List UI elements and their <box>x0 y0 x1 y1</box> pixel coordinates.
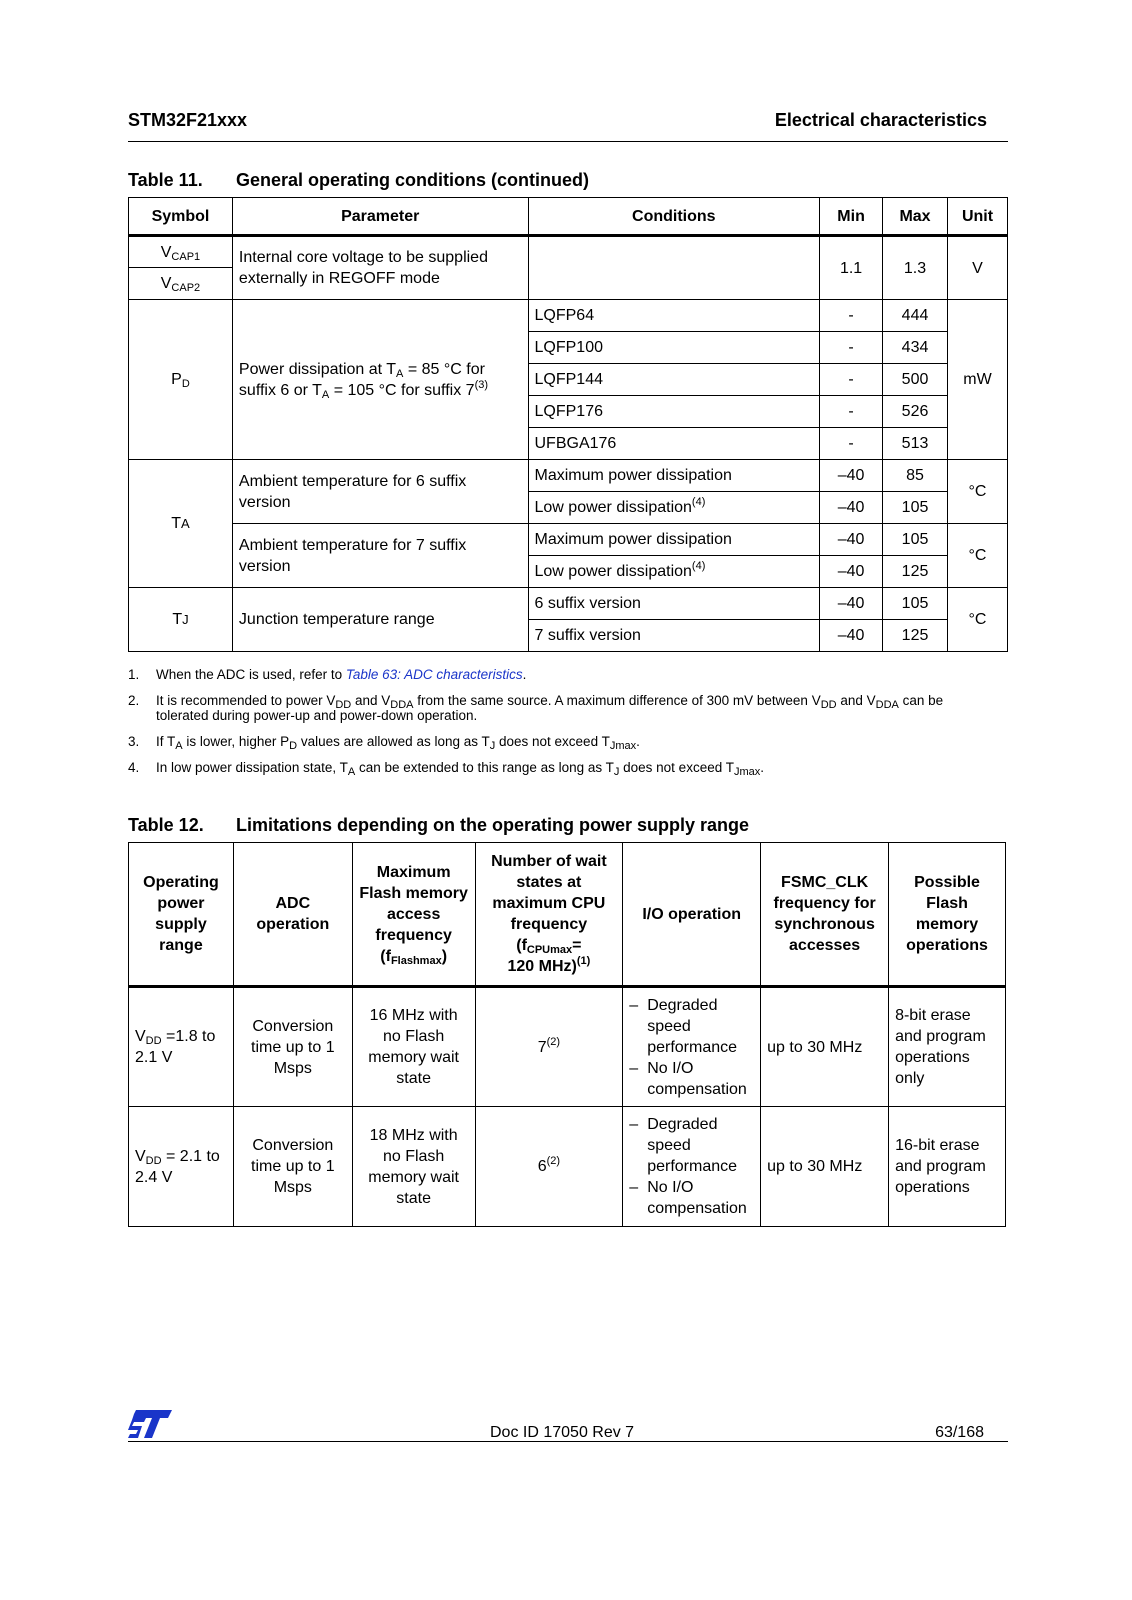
header-divider <box>128 141 1008 142</box>
io-value: – Degraded speed performance – No I/O compensation <box>623 1107 761 1227</box>
adc-value: Conversion time up to 1 Msps <box>233 1107 352 1227</box>
min-value: –40 <box>820 556 883 588</box>
max-value: 105 <box>883 524 948 556</box>
col-flash-frequency: Maximum Flash memory access frequency $(f_{Flashmax})$ <box>352 843 475 987</box>
table11-title: General operating conditions (continued) <box>236 170 590 190</box>
flash-ops-value: 8-bit erase and program operations only <box>889 987 1006 1107</box>
col-operating-supply: Operating power supply range <box>129 843 234 987</box>
max-value: 125 <box>883 556 948 588</box>
cond-value: Low power dissipation$^{(4)}$ <box>528 492 820 524</box>
cond-value: 6 suffix version <box>528 588 820 620</box>
table-row <box>129 524 1008 556</box>
min-value: –40 <box>820 588 883 620</box>
footer-doc-id: Doc ID 17050 Rev 7 <box>490 1424 635 1441</box>
wait-value: 6$^{(2)}$ <box>475 1107 623 1227</box>
cond-lqfp144: LQFP144 <box>528 364 820 396</box>
table-row <box>129 460 1008 492</box>
st-logo-icon <box>128 1410 172 1443</box>
table11-notes: 1. When the ADC is used, refer to Table 63: ADC characteristics. 2. It is recommended to power $V_{DD}$ and $V_{DDA}$ from the same source. A maximum difference of 300 mV between $V_{DD}$ and $V_{DDA}$ can be tolerated during power-up and power-down operation. 3. If $T_A$ is lower, higher $P_D$ values are allowed as long as $T_J$ does not exceed $T_{Jmax}$. 4. In low power dissipation state, $T_A$ can be extended to this range as long as $T_J$ does not exceed $T_{Jmax}$. <box>128 667 944 778</box>
unit-pd: mW <box>948 300 1008 460</box>
parameter-pd: Power dissipation at $T_A = 85$ °C for suffix 6 or $T_A = 105$ °C for suffix 7$^{(3)}$ <box>232 300 528 460</box>
min-value: - <box>820 300 883 332</box>
parameter-vcap: Internal core voltage to be supplied externally in REGOFF mode <box>232 236 528 300</box>
symbol-tj: TJ <box>129 588 233 652</box>
col-fsmc-clk: FSMC_CLK frequency for synchronous accesses <box>761 843 889 987</box>
col-max: Max <box>883 198 948 236</box>
table12 <box>128 842 1006 1227</box>
supply-range: $V_{DD} = 2.1$ to 2.4 V <box>129 1107 234 1227</box>
min-value: –40 <box>820 524 883 556</box>
cond-value: Maximum power dissipation <box>528 460 820 492</box>
parameter-ta6: Ambient temperature for 6 suffix version <box>232 460 528 524</box>
symbol-pd: $P_D$ <box>129 300 233 460</box>
table-row <box>129 1107 1006 1227</box>
symbol-ta: TA <box>129 460 233 588</box>
max-vcap: 1.3 <box>883 236 948 300</box>
max-value: 105 <box>883 492 948 524</box>
max-value: 434 <box>883 332 948 364</box>
cond-lqfp176: LQFP176 <box>528 396 820 428</box>
table-row <box>129 300 1008 332</box>
footer-divider <box>128 1441 1008 1442</box>
adc-value: Conversion time up to 1 Msps <box>233 987 352 1107</box>
table11-caption <box>128 170 589 191</box>
symbol-vcap1: $V_{CAP1}$ <box>129 236 233 268</box>
adc-characteristics-link[interactable]: Table 63: ADC characteristics <box>345 667 523 682</box>
table-row <box>129 236 1008 268</box>
conditions-vcap <box>528 236 820 300</box>
unit-ta6: °C <box>948 460 1008 524</box>
min-value: –40 <box>820 460 883 492</box>
table12-number: Table 12. <box>128 815 204 835</box>
table12-caption <box>128 815 749 836</box>
table-row <box>129 588 1008 620</box>
col-parameter: Parameter <box>232 198 528 236</box>
flash-value: 18 MHz with no Flash memory wait state <box>352 1107 475 1227</box>
io-value: – Degraded speed performance – No I/O compensation <box>623 987 761 1107</box>
parameter-ta7: Ambient temperature for 7 suffix version <box>232 524 528 588</box>
table12-title: Limitations depending on the operating power supply range <box>236 815 750 835</box>
symbol-vcap2: $V_{CAP2}$ <box>129 268 233 300</box>
header-product: STM32F21xxx <box>128 110 248 130</box>
col-wait-states: Number of wait states at maximum CPU frequency ($f_{CPUmax}=$ 120 MHz)$^{(1)}$ <box>475 843 623 987</box>
header-section: Electrical characteristics <box>774 110 987 130</box>
max-value: 125 <box>883 620 948 652</box>
min-vcap: 1.1 <box>820 236 883 300</box>
col-io-operation: I/O operation <box>623 843 761 987</box>
wait-value: 7$^{(2)}$ <box>475 987 623 1107</box>
cond-lqfp64: LQFP64 <box>528 300 820 332</box>
cond-value: 7 suffix version <box>528 620 820 652</box>
unit-ta7: °C <box>948 524 1008 588</box>
col-adc-operation: ADC operation <box>233 843 352 987</box>
col-unit: Unit <box>948 198 1008 236</box>
min-value: - <box>820 396 883 428</box>
flash-value: 16 MHz with no Flash memory wait state <box>352 987 475 1107</box>
supply-range: $V_{DD} =1.8$ to 2.1 V <box>129 987 234 1107</box>
min-value: –40 <box>820 492 883 524</box>
col-symbol: Symbol <box>129 198 233 236</box>
fsmc-value: up to 30 MHz <box>761 1107 889 1227</box>
min-value: - <box>820 332 883 364</box>
col-flash-operations: Possible Flash memory operations <box>889 843 1006 987</box>
cond-lqfp100: LQFP100 <box>528 332 820 364</box>
table11-number: Table 11. <box>128 170 203 190</box>
cond-ufbga176: UFBGA176 <box>528 428 820 460</box>
footer-page-number: 63/168 <box>935 1424 984 1441</box>
max-value: 444 <box>883 300 948 332</box>
max-value: 513 <box>883 428 948 460</box>
table-row <box>129 987 1006 1107</box>
table11 <box>128 197 1008 652</box>
min-value: –40 <box>820 620 883 652</box>
max-value: 85 <box>883 460 948 492</box>
cond-value: Low power dissipation$^{(4)}$ <box>528 556 820 588</box>
fsmc-value: up to 30 MHz <box>761 987 889 1107</box>
unit-tj: °C <box>948 588 1008 652</box>
col-min: Min <box>820 198 883 236</box>
min-value: - <box>820 428 883 460</box>
parameter-tj: Junction temperature range <box>232 588 528 652</box>
cond-value: Maximum power dissipation <box>528 524 820 556</box>
col-conditions: Conditions <box>528 198 820 236</box>
unit-vcap: V <box>948 236 1008 300</box>
min-value: - <box>820 364 883 396</box>
max-value: 526 <box>883 396 948 428</box>
flash-ops-value: 16-bit erase and program operations <box>889 1107 1006 1227</box>
max-value: 105 <box>883 588 948 620</box>
max-value: 500 <box>883 364 948 396</box>
